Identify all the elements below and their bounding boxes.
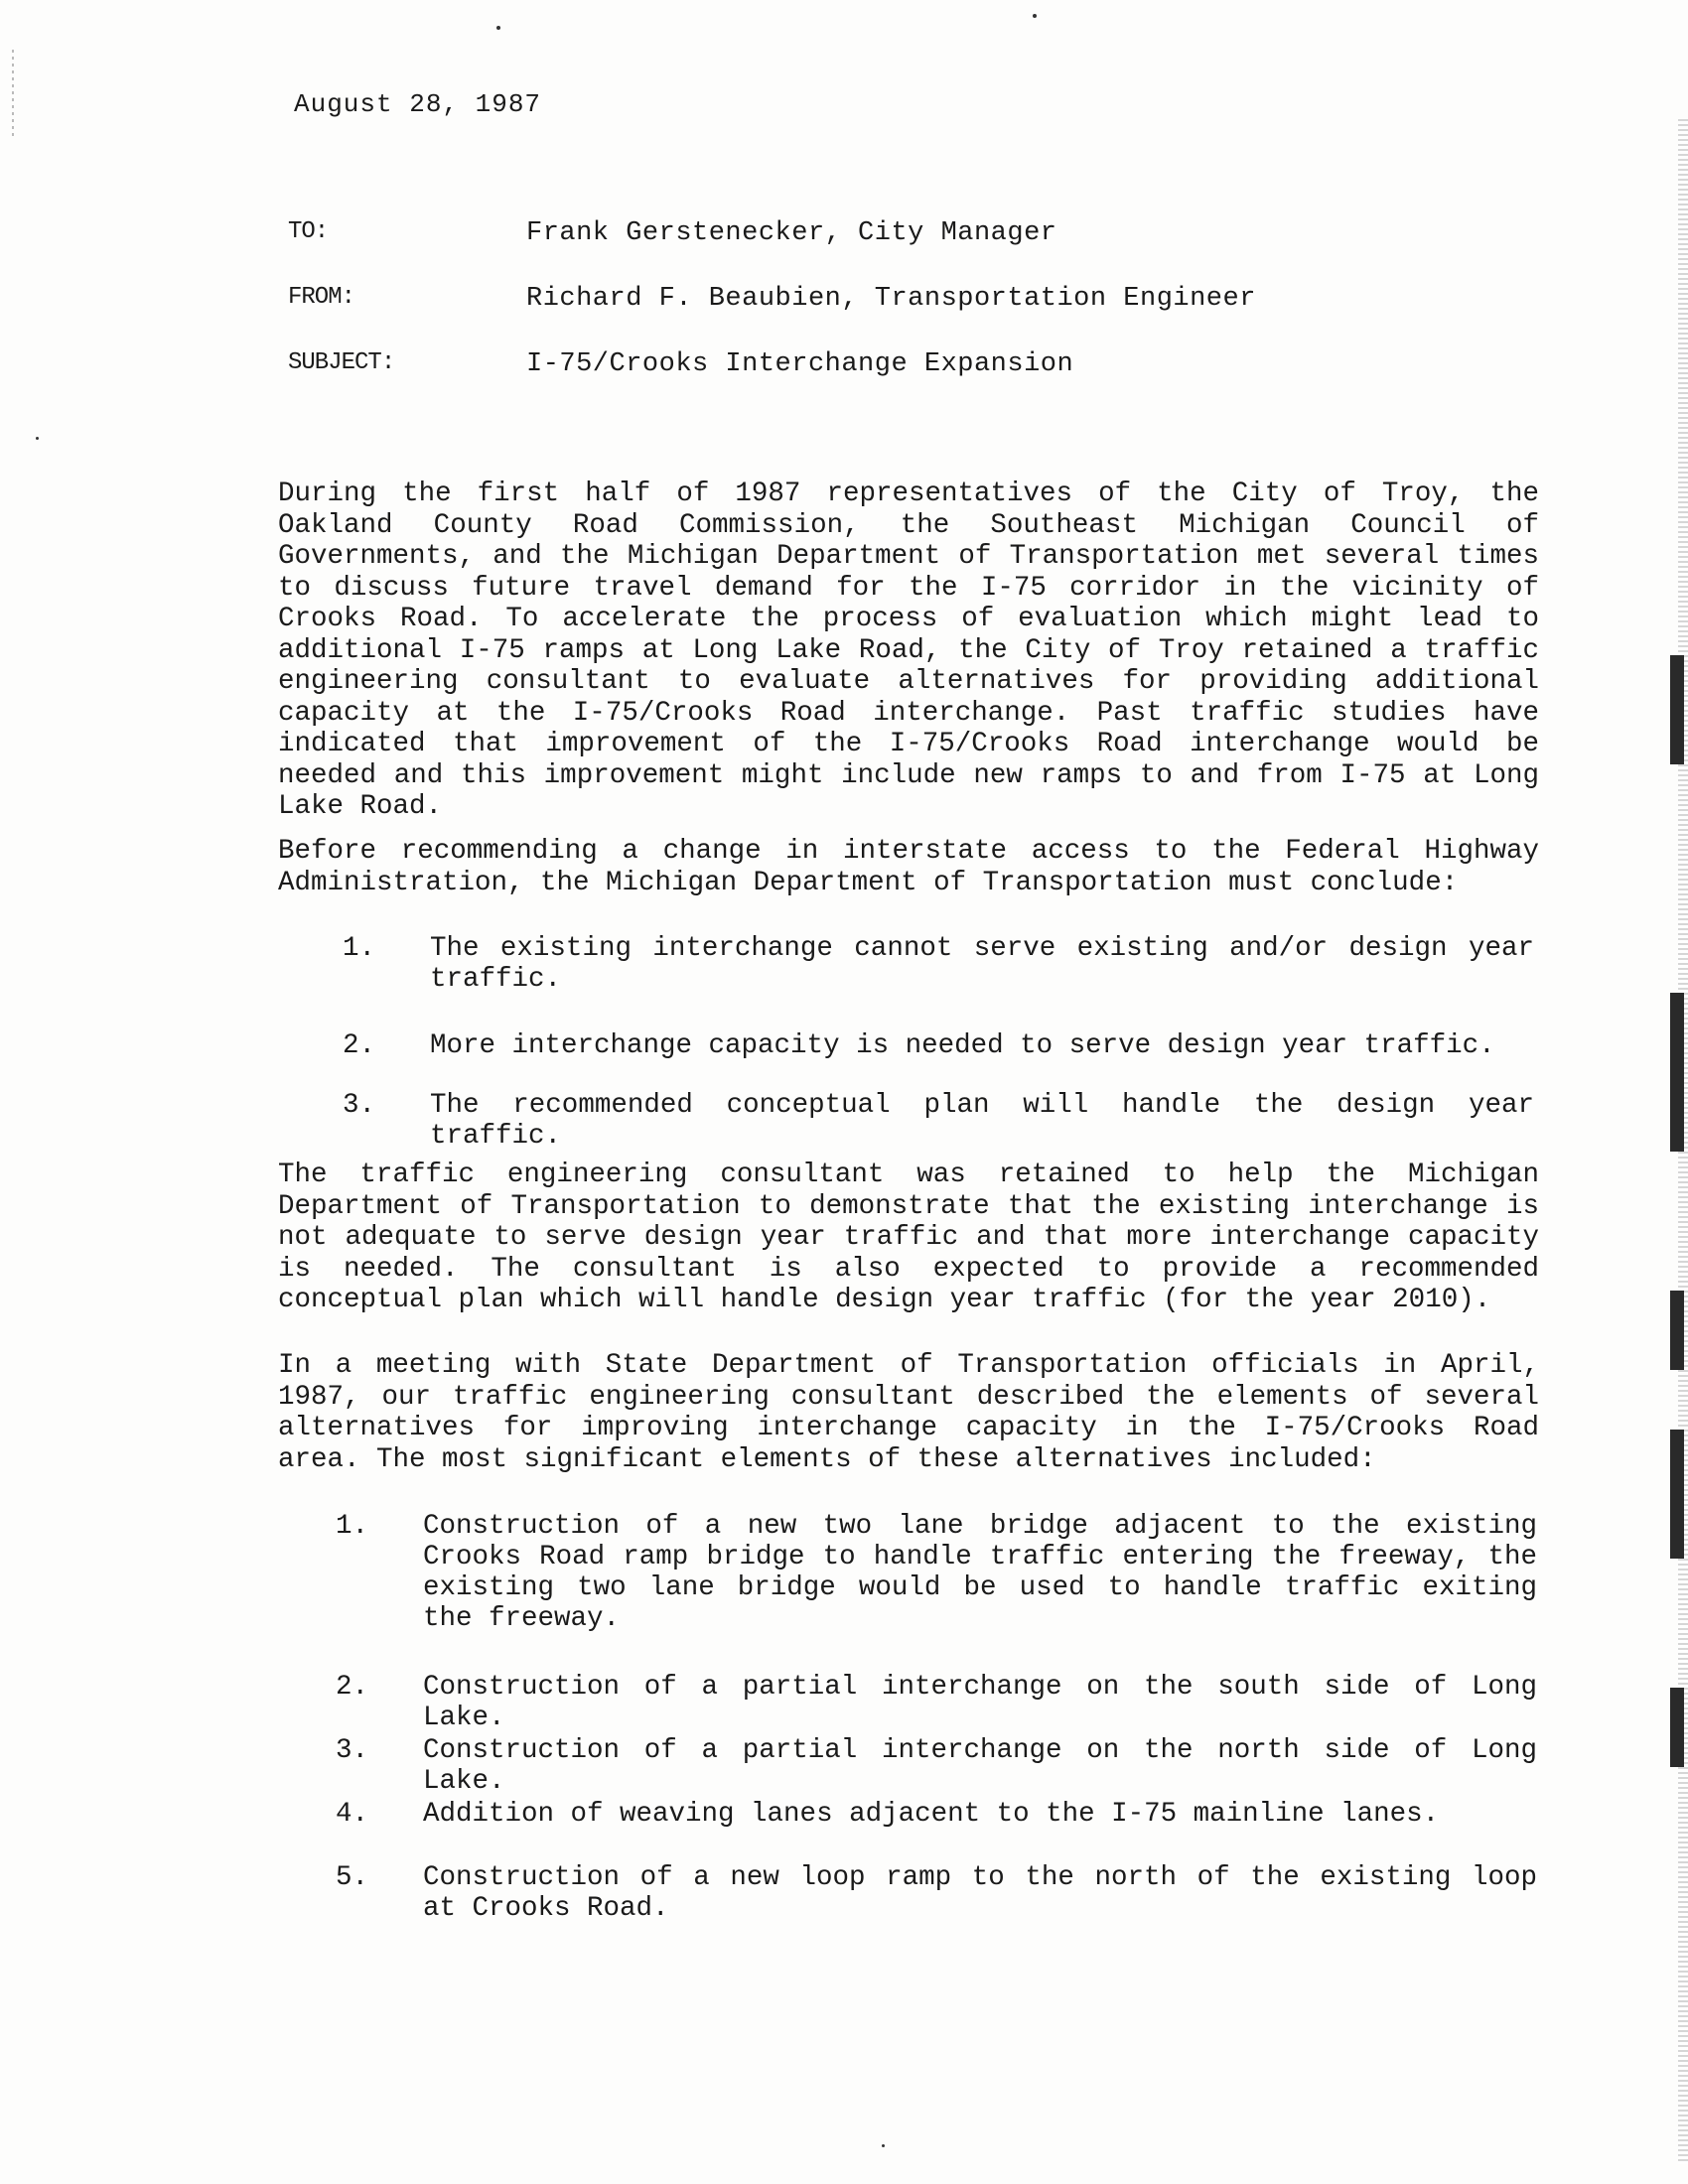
list-number: 1. — [343, 933, 376, 964]
list-item — [336, 1799, 1537, 1830]
subject-value: I-75/Crooks Interchange Expansion — [526, 349, 1074, 379]
paragraph-intro: During the first half of 1987 representatives of the City of Troy, the Oakland County Road Commission, the Southeast Michigan Council of Governments, and the Michigan Department of Transportation met several times to discuss future travel demand for the I-75 corridor in the vicinity of Crooks Road. To accelerate the process of evaluation which might lead to additional I-75 ramps at Long Lake Road, the City of Troy retained a traffic engineering consultant to evaluate alternatives for providing additional capacity at the I-75/Crooks Road interchange. Past traffic studies have indicated that improvement of the I-75/Crooks Road interchange would be needed and this improvement might include new ramps to and from I-75 at Long Lake Road. — [278, 478, 1539, 822]
list-text: The recommended conceptual plan will handle the design year traffic. — [430, 1090, 1534, 1152]
memo-header — [288, 218, 1281, 415]
list-number: 3. — [336, 1735, 369, 1766]
list-item — [343, 933, 1534, 995]
list-text: Construction of a new two lane bridge adjacent to the existing Crooks Road ramp bridge to handle traffic entering the freeway, the existing two lane bridge would be used to handle traffic exiting the freeway. — [423, 1511, 1537, 1634]
scan-speck — [882, 2144, 885, 2147]
to-label: TO: — [288, 218, 329, 245]
list-item — [336, 1672, 1537, 1733]
list-item — [343, 1090, 1534, 1152]
list-item — [343, 1030, 1534, 1061]
list-item — [336, 1511, 1537, 1634]
subject-label: SUBJECT: — [288, 349, 395, 376]
subject-row — [288, 349, 1281, 415]
from-row — [288, 284, 1281, 349]
list-text: More interchange capacity is needed to serve design year traffic. — [430, 1030, 1495, 1061]
paragraph-consultant: The traffic engineering consultant was retained to help the Michigan Department of Transportation to demonstrate that the existing interchange is not adequate to serve design year traffic and that more interchange capacity is needed. The consultant is also expected to provide a recommended conceptual plan which will handle design year traffic (for the year 2010). — [278, 1160, 1539, 1315]
list-number: 2. — [336, 1672, 369, 1703]
memo-date: August 28, 1987 — [294, 89, 542, 119]
scan-speck — [36, 437, 39, 440]
list-number: 2. — [343, 1030, 376, 1061]
scan-mark — [1670, 993, 1684, 1152]
list-number: 1. — [336, 1511, 369, 1542]
paragraph-conclude: Before recommending a change in interstate access to the Federal Highway Administration, the Michigan Department of Transportation must conclude: — [278, 836, 1539, 898]
scan-speck — [1033, 14, 1037, 18]
list-item — [336, 1735, 1537, 1797]
scan-edge-left — [12, 50, 14, 139]
scan-mark — [1670, 1430, 1684, 1559]
scan-mark — [1670, 1291, 1684, 1370]
list-number: 3. — [343, 1090, 376, 1121]
to-value: Frank Gerstenecker, City Manager — [526, 218, 1057, 248]
list-number: 4. — [336, 1799, 369, 1830]
list-text: Addition of weaving lanes adjacent to the I-75 mainline lanes. — [423, 1799, 1440, 1830]
to-row — [288, 218, 1281, 284]
list-text: Construction of a partial interchange on the north side of Long Lake. — [423, 1735, 1537, 1797]
from-label: FROM: — [288, 284, 355, 311]
scan-speck — [496, 26, 500, 30]
paragraph-meeting: In a meeting with State Department of Transportation officials in April, 1987, our traffic engineering consultant described the elements of several alternatives for improving interchange capacity in the I-75/Crooks Road area. The most significant elements of these alternatives included: — [278, 1350, 1539, 1475]
list-text: The existing interchange cannot serve existing and/or design year traffic. — [430, 933, 1534, 995]
scan-mark — [1670, 1688, 1684, 1767]
scan-mark — [1670, 655, 1684, 764]
list-text: Construction of a new loop ramp to the north of the existing loop at Crooks Road. — [423, 1862, 1537, 1924]
list-text: Construction of a partial interchange on the south side of Long Lake. — [423, 1672, 1537, 1733]
list-item — [336, 1862, 1537, 1924]
list-number: 5. — [336, 1862, 369, 1893]
from-value: Richard F. Beaubien, Transportation Engineer — [526, 284, 1256, 314]
